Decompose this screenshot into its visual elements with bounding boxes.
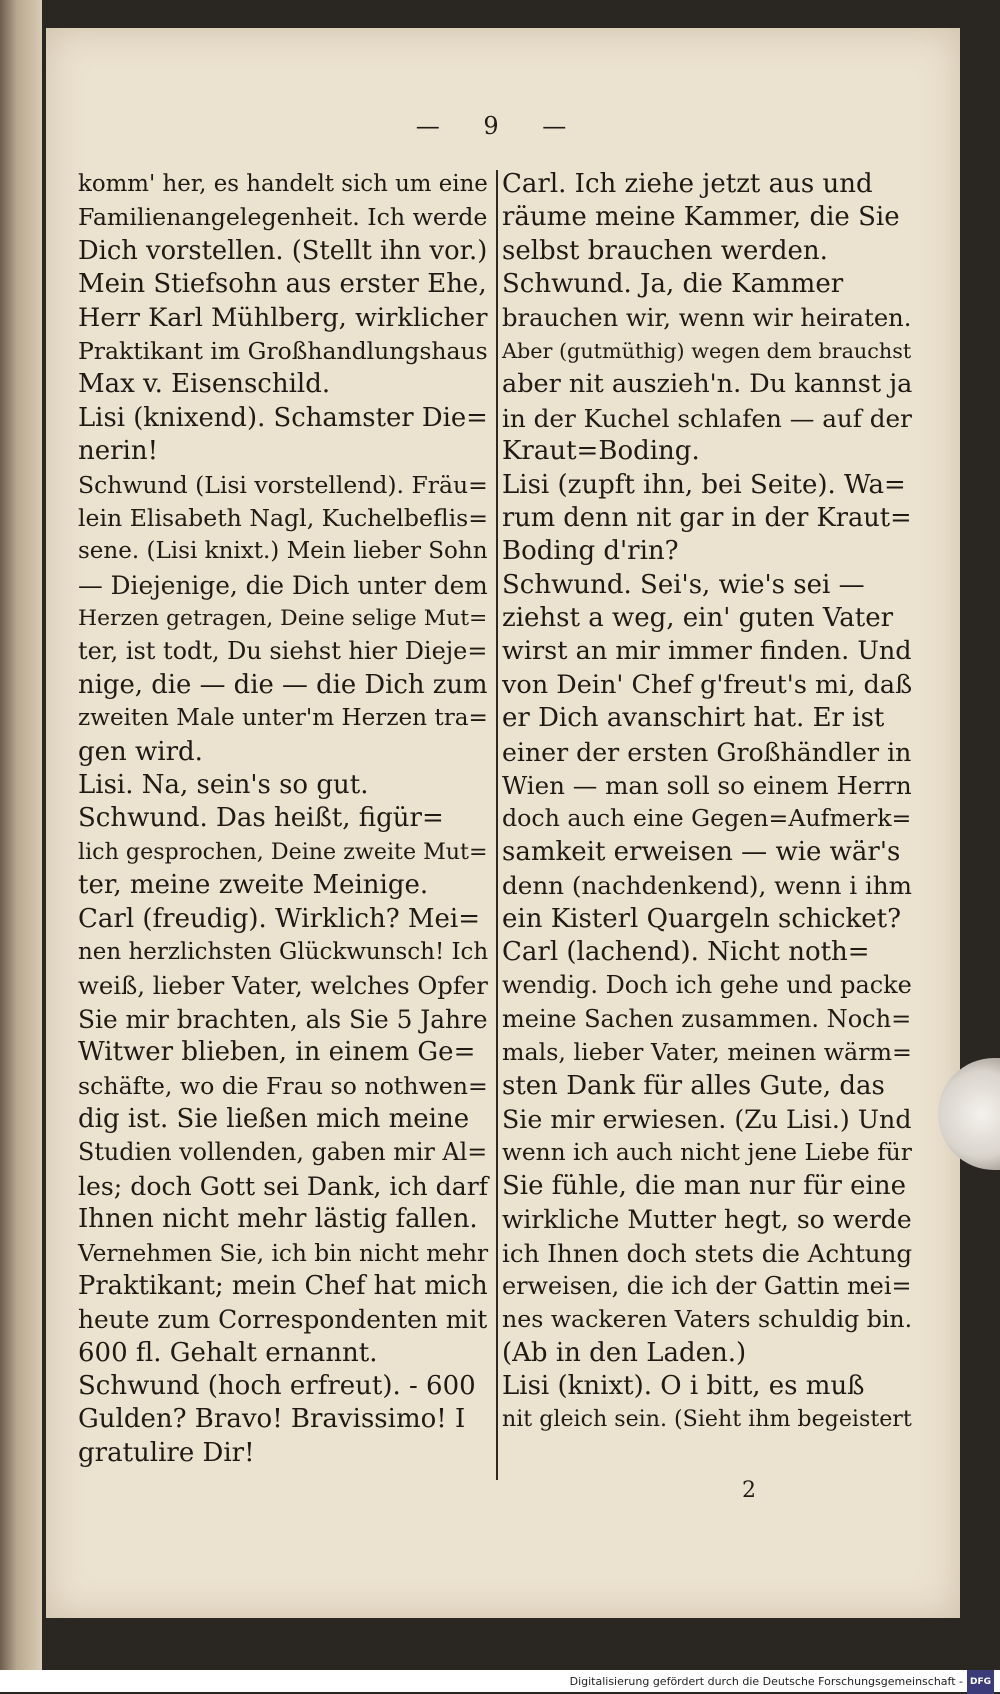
text-line: aber nit auszieh'n. Du kannst ja	[502, 369, 913, 400]
text-line: brauchen wir, wenn wir heiraten.	[502, 303, 912, 332]
text-line: Schwund. Ja, die Kammer	[502, 269, 844, 300]
text-line: Ihnen nicht mehr lästig fallen.	[78, 1204, 478, 1235]
text-line: rum denn nit gar in der Kraut=	[502, 502, 912, 533]
text-line: samkeit erweisen — wie wär's	[502, 836, 901, 867]
digitization-footer	[0, 1670, 1000, 1692]
text-line: Gulden? Bravo! Bravissimo! I	[78, 1404, 466, 1435]
text-line: Schwund (hoch erfreut). - 600	[78, 1371, 476, 1402]
text-line: Aber (gutmüthig) wegen dem brauchst	[502, 338, 912, 363]
text-line: Herr Karl Mühlberg, wirklicher	[78, 302, 488, 333]
right-text-column	[502, 168, 912, 1437]
text-line: ein Kisterl Quargeln schicket?	[502, 903, 902, 934]
text-line: wendig. Doch ich gehe und packe	[502, 971, 912, 1000]
text-line: Praktikant im Großhandlungshaus	[78, 336, 488, 365]
text-line: Praktikant; mein Chef hat mich	[78, 1270, 488, 1301]
text-line: ter, meine zweite Meinige.	[78, 870, 429, 901]
text-line: Carl (lachend). Nicht noth=	[502, 936, 870, 967]
text-line: in der Kuchel schlafen — auf der	[502, 403, 912, 433]
text-line: ich Ihnen doch stets die Achtung	[502, 1238, 913, 1268]
text-line: räume meine Kammer, die Sie	[502, 202, 900, 233]
text-line: heute zum Correspondenten mit	[78, 1305, 488, 1335]
text-line: Mein Stiefsohn aus erster Ehe,	[78, 269, 487, 300]
text-line: doch auch eine Gegen=Aufmerk=	[502, 804, 912, 833]
text-line: gratulire Dir!	[78, 1437, 255, 1468]
text-line: nit gleich sein. (Sieht ihm begeistert	[502, 1406, 912, 1433]
text-line: Lisi (zupft ihn, bei Seite). Wa=	[502, 469, 906, 500]
text-line: Sie mir erwiesen. (Zu Lisi.) Und	[502, 1104, 912, 1134]
text-line: Boding d'rin?	[502, 536, 679, 567]
text-line: Carl. Ich ziehe jetzt aus und	[502, 169, 873, 199]
text-line: Wien — man soll so einem Herrn	[502, 771, 912, 801]
text-line: Studien vollenden, gaben mir Al=	[78, 1138, 488, 1167]
text-line: — Diejenige, die Dich unter dem	[78, 570, 488, 600]
text-line: er Dich avanschirt hat. Er ist	[502, 703, 885, 734]
text-line: nige, die — die — die Dich zum	[78, 669, 488, 700]
text-line: les; doch Gott sei Dank, ich darf	[78, 1171, 489, 1201]
text-line: Witwer blieben, in einem Ge=	[78, 1037, 476, 1068]
text-line: selbst brauchen werden.	[502, 235, 828, 266]
text-line: sene. (Lisi knixt.) Mein lieber Sohn	[78, 538, 488, 565]
text-line: Sie mir brachten, als Sie 5 Jahre	[78, 1004, 488, 1034]
page-number-header: — 9 —	[415, 112, 585, 140]
text-line: wenn ich auch nicht jene Liebe für	[502, 1139, 912, 1167]
text-line: von Dein' Chef g'freut's mi, daß	[502, 669, 913, 700]
text-line: einer der ersten Großhändler in	[502, 737, 912, 767]
text-line: denn (nachdenkend), wenn i ihm	[502, 871, 912, 901]
dfg-logo: DFG	[967, 1670, 994, 1694]
text-line: Dich vorstellen. (Stellt ihn vor.)	[78, 235, 488, 266]
text-line: wirkliche Mutter hegt, so werde	[502, 1205, 912, 1235]
previous-page-edge	[0, 0, 42, 1692]
text-line: ter, ist todt, Du siehst hier Dieje=	[78, 637, 488, 666]
text-line: lein Elisabeth Nagl, Kuchelbeflis=	[78, 503, 489, 532]
text-line: Schwund. Sei's, wie's sei —	[502, 569, 865, 600]
text-line: weiß, lieber Vater, welches Opfer	[78, 971, 488, 1001]
text-line: ziehst a weg, ein' guten Vater	[502, 603, 894, 634]
text-line: schäfte, wo die Frau so nothwen=	[78, 1071, 488, 1100]
signature-mark: 2	[742, 1478, 756, 1503]
column-divider	[496, 170, 498, 1480]
text-line: Lisi (knixend). Schamster Die=	[78, 402, 488, 433]
text-line: meine Sachen zusammen. Noch=	[502, 1004, 912, 1033]
text-line: lich gesprochen, Deine zweite Mut=	[78, 838, 488, 865]
text-line: nes wackeren Vaters schuldig bin.	[502, 1305, 913, 1334]
text-line: nerin!	[78, 436, 159, 467]
text-line: Lisi (knixt). O i bitt, es muß	[502, 1371, 865, 1402]
text-line: Max v. Eisenschild.	[78, 369, 331, 400]
text-line: mals, lieber Vater, meinen wärm=	[502, 1038, 912, 1067]
text-line: Sie fühle, die man nur für eine	[502, 1170, 906, 1201]
text-line: gen wird.	[78, 736, 203, 767]
text-line: Herzen getragen, Deine selige Mut=	[78, 606, 488, 632]
text-line: (Ab in den Laden.)	[502, 1337, 747, 1368]
text-line: Familienangelegenheit. Ich werde	[78, 203, 488, 232]
text-line: Carl (freudig). Wirklich? Mei=	[78, 903, 481, 934]
text-line: erweisen, die ich der Gattin mei=	[502, 1271, 912, 1300]
text-line: Vernehmen Sie, ich bin nicht mehr	[78, 1239, 489, 1267]
text-line: Kraut=Boding.	[502, 436, 700, 467]
text-line: sten Dank für alles Gute, das	[502, 1070, 885, 1101]
text-line: Schwund (Lisi vorstellend). Fräu=	[78, 470, 488, 499]
text-line: komm' her, es handelt sich um eine	[78, 171, 488, 197]
text-line: Lisi. Na, sein's so gut.	[78, 770, 369, 801]
text-line: dig ist. Sie ließen mich meine	[78, 1103, 470, 1134]
text-line: wirst an mir immer finden. Und	[502, 636, 912, 667]
text-line: nen herzlichsten Glückwunsch! Ich	[78, 938, 489, 965]
text-line: zweiten Male unter'm Herzen tra=	[78, 705, 488, 732]
text-line: Schwund. Das heißt, figür=	[78, 803, 444, 834]
text-line: 600 fl. Gehalt ernannt.	[78, 1337, 378, 1368]
footer-credit-text: Digitalisierung gefördert durch die Deutsche Forschungsgemeinschaft -	[569, 1675, 963, 1688]
left-text-column	[78, 168, 488, 1470]
